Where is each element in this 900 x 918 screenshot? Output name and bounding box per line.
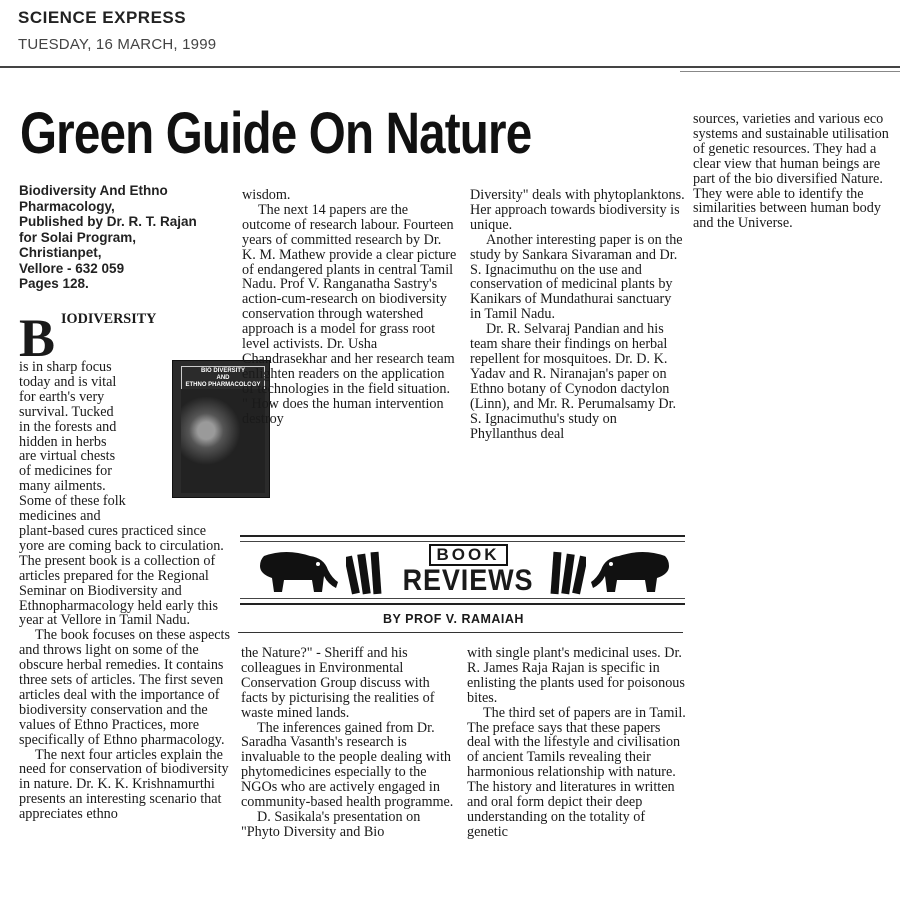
book-info-line: for Solai Program, (19, 229, 137, 245)
book-reviews-banner (240, 535, 685, 605)
byline-rule (238, 632, 683, 633)
publication-name: SCIENCE EXPRESS (18, 8, 187, 27)
book-info-line: Pages 128. (19, 276, 89, 291)
books-icon (346, 550, 386, 596)
paragraph: The inferences gained from Dr. Saradha Vasanth's research is invaluable to the people dealing with phytomedicines especially to the NGOs who are actively engaged in community-based health programme. (241, 719, 454, 811)
paragraph: D. Sasikala's presentation on "Phyto Diversity and Bio (241, 808, 421, 840)
paragraph: the Nature?" - Sheriff and his colleagues in Environmental Conservation Group discuss with facts by picturising the realities of waste mined lands. (241, 645, 435, 721)
masthead (18, 8, 216, 53)
article-column-3-continued (467, 646, 687, 840)
paragraph: Dr. R. Selvaraj Pandian and his team share their findings on herbal repellent for mosquitoes. Dr. D. K. Yadav and R. Niranajan's paper on Ethno botany of Cynodon dactylon (Linn), and Mr. R. Perumalsamy Dr. S. Ignacimuthu's study on Phyllanthus deal (470, 321, 677, 442)
books-icon (546, 550, 586, 596)
masthead-rule (0, 66, 900, 68)
paragraph: wisdom. (242, 187, 291, 203)
paragraph: Diversity" deals with phytoplanktons. Her approach towards biodiversity is unique. (470, 187, 685, 233)
byline: BY PROF V. RAMAIAH (383, 612, 524, 626)
book-info-line: Vellore - 632 059 (19, 260, 125, 276)
book-cover-title-line: ETHNO PHARMACOLOGY (185, 382, 261, 388)
lead-word: IODIVERSITY (61, 311, 157, 327)
banner-word-book: BOOK (429, 544, 508, 566)
paragraph: The book focuses on these aspects and throws light on some of the obscure herbal remedies. It contains three sets of articles. The first seven articles deal with the importance of biodiversity conservation and the values of Ethno Practices, more specifically of Ethno pharmacology. (19, 627, 231, 748)
book-info-line: Published by Dr. R. T. Rajan (19, 214, 197, 229)
book-cover-title-line: BIO DIVERSITY (200, 368, 245, 374)
drop-cap: B (19, 308, 56, 368)
book-info-line: Biodiversity And Ethno (19, 183, 168, 198)
paragraph: Another interesting paper is on the study by Sankara Sivaraman and Dr. S. Ignacimuthu on the use and conservation of medicinal plants by Kanikars of Mundathurai sanctuary in Tamil Nadu. (470, 231, 683, 323)
book-cover-title-line: AND (216, 375, 230, 381)
paragraph: The third set of papers are in Tamil. The preface says that these papers deal with the lifestyle and civilisation of ancient Tamils revealing their harmonious relationship with nature. The history and literatures in written and oral form depict their deep understanding on the totality of genetic (467, 704, 686, 840)
article-column-3 (470, 188, 685, 441)
book-info-line: Pharmacology, (19, 198, 115, 214)
article-column-2-continued (241, 646, 459, 840)
paragraph: with single plant's medicinal uses. Dr. R. James Raja Rajan is specific in enlisting the plants used for poisonous bites. (467, 645, 685, 706)
article-column-4 (693, 112, 898, 231)
banner-title (388, 544, 548, 598)
headline: Green Guide On Nature (20, 101, 532, 166)
book-info-line: Christianpet, (19, 245, 102, 260)
paragraph: The next four articles explain the need for conservation of biodiversity in nature. Dr. K. K. Krishnamurthi presents an interesting scenario that appreciates ethno (19, 746, 229, 823)
masthead-rule-secondary (680, 71, 900, 72)
elephant-icon (585, 548, 683, 596)
book-info (19, 183, 229, 292)
paragraph: The next 14 papers are the outcome of research labour. Fourteen years of committed research by Dr. K. M. Mathew provide a clear picture of endangered plants in central Tamil Nadu. Prof V. Ranganatha Sastry's action-cum-research on biodiversity conservation through watershed approach is a model for grass root level activists. Dr. Usha Chandrasekhar and her research team enlighten readers on the application of technologies in the field situation. " How does the human intervention destroy (242, 201, 457, 427)
banner-frame (240, 541, 685, 599)
publication-date: TUESDAY, 16 MARCH, 1999 (18, 36, 217, 53)
paragraph-body: is in sharp focus today and is vital for earth's very survival. Tucked in the forests and hidden in herbs are virtual chests of medicines for many ailments. Some of these folk medicines and plant-based cures practiced since yore are coming back to circulation. The present book is a collection of articles prepared for the Regional Seminar on Biodiversity and Ethnopharmacology held early this year at Vellore in Tamil Nadu. (19, 359, 224, 629)
banner-word-reviews: REVIEWS (402, 564, 534, 597)
elephant-icon (246, 548, 344, 596)
article-column-2 (242, 188, 457, 427)
paragraph: sources, varieties and various eco systems and sustainable utilisation of genetic resources. They had a clear view that human beings are part of the bio diversified Nature. They were able to identify the similarities between human body and the Universe. (693, 111, 889, 232)
